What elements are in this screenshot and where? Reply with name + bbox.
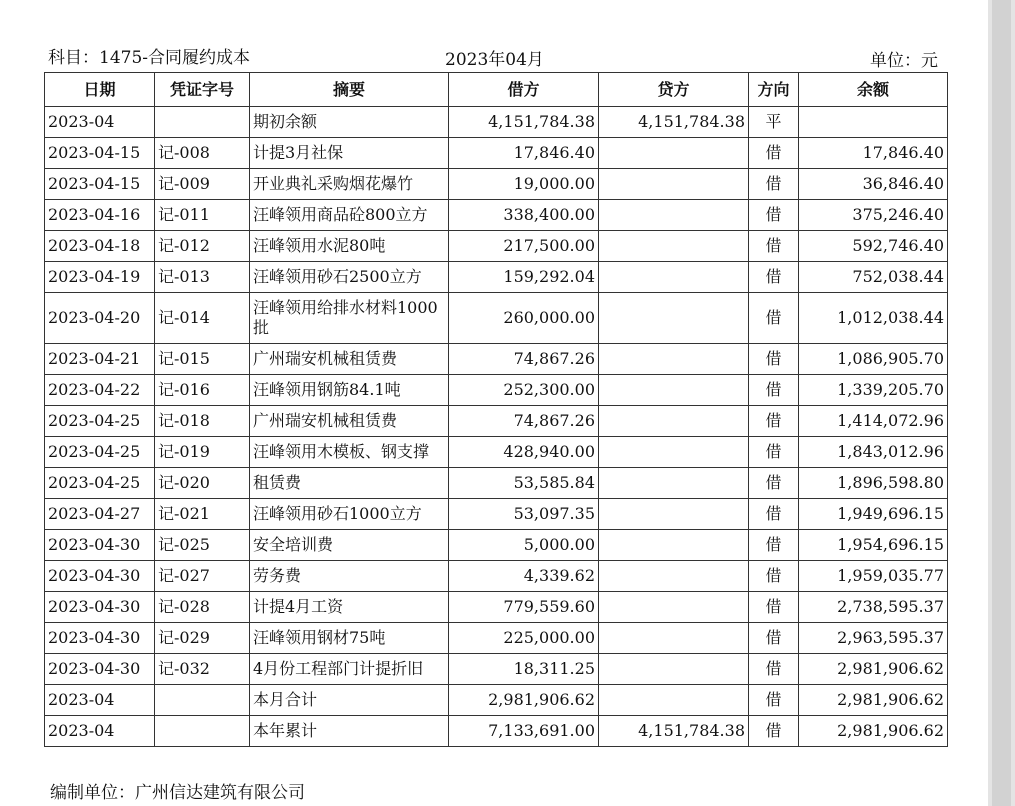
cell-direction: 借	[749, 530, 799, 561]
cell-debit: 4,151,784.38	[449, 107, 599, 138]
cell-voucher: 记-013	[155, 262, 250, 293]
cell-summary: 汪峰领用砂石1000立方	[250, 499, 449, 530]
cell-summary: 广州瑞安机械租赁费	[250, 406, 449, 437]
cell-date: 2023-04-18	[45, 231, 155, 262]
cell-date: 2023-04-21	[45, 344, 155, 375]
table-row	[45, 685, 948, 716]
cell-credit	[599, 654, 749, 685]
cell-credit	[599, 375, 749, 406]
cell-summary: 汪峰领用木模板、钢支撑	[250, 437, 449, 468]
cell-summary: 汪峰领用钢材75吨	[250, 623, 449, 654]
cell-voucher: 记-014	[155, 293, 250, 344]
cell-balance: 592,746.40	[799, 231, 948, 262]
unit-label: 单位：元	[870, 51, 938, 71]
cell-balance: 1,896,598.80	[799, 468, 948, 499]
table-row	[45, 468, 948, 499]
cell-debit: 159,292.04	[449, 262, 599, 293]
table-row	[45, 169, 948, 200]
cell-balance: 1,012,038.44	[799, 293, 948, 344]
cell-voucher: 记-020	[155, 468, 250, 499]
column-header-debit: 借方	[449, 73, 599, 107]
cell-balance: 752,038.44	[799, 262, 948, 293]
table-row	[45, 592, 948, 623]
column-header-date: 日期	[45, 73, 155, 107]
cell-voucher: 记-029	[155, 623, 250, 654]
cell-credit	[599, 530, 749, 561]
cell-direction: 借	[749, 716, 799, 747]
cell-credit	[599, 592, 749, 623]
scrollbar-thumb[interactable]	[992, 0, 1011, 806]
cell-date: 2023-04-27	[45, 499, 155, 530]
cell-balance: 1,949,696.15	[799, 499, 948, 530]
ledger-header-row	[45, 73, 948, 107]
column-header-balance: 余额	[799, 73, 948, 107]
cell-summary: 汪峰领用钢筋84.1吨	[250, 375, 449, 406]
cell-debit: 779,559.60	[449, 592, 599, 623]
cell-date: 2023-04-25	[45, 406, 155, 437]
vertical-scrollbar[interactable]	[988, 0, 1015, 806]
cell-debit: 5,000.00	[449, 530, 599, 561]
table-row	[45, 561, 948, 592]
cell-balance: 2,738,595.37	[799, 592, 948, 623]
table-row	[45, 344, 948, 375]
cell-summary: 本年累计	[250, 716, 449, 747]
cell-debit: 19,000.00	[449, 169, 599, 200]
cell-balance: 1,959,035.77	[799, 561, 948, 592]
cell-balance: 1,954,696.15	[799, 530, 948, 561]
cell-direction: 借	[749, 231, 799, 262]
table-row	[45, 406, 948, 437]
cell-credit	[599, 200, 749, 231]
cell-credit: 4,151,784.38	[599, 716, 749, 747]
ledger-header	[48, 40, 938, 71]
cell-summary: 劳务费	[250, 561, 449, 592]
cell-date: 2023-04-30	[45, 592, 155, 623]
cell-balance: 375,246.40	[799, 200, 948, 231]
table-row	[45, 262, 948, 293]
ledger-table	[44, 72, 948, 747]
cell-direction: 借	[749, 262, 799, 293]
cell-summary: 计提3月社保	[250, 138, 449, 169]
cell-voucher: 记-009	[155, 169, 250, 200]
cell-summary: 期初余额	[250, 107, 449, 138]
cell-voucher: 记-028	[155, 592, 250, 623]
cell-summary: 本月合计	[250, 685, 449, 716]
cell-direction: 借	[749, 344, 799, 375]
cell-summary: 4月份工程部门计提折旧	[250, 654, 449, 685]
cell-summary: 开业典礼采购烟花爆竹	[250, 169, 449, 200]
cell-date: 2023-04-30	[45, 530, 155, 561]
cell-direction: 借	[749, 406, 799, 437]
cell-date: 2023-04-30	[45, 561, 155, 592]
cell-debit: 217,500.00	[449, 231, 599, 262]
cell-summary: 汪峰领用商品砼800立方	[250, 200, 449, 231]
cell-direction: 借	[749, 200, 799, 231]
cell-summary: 汪峰领用给排水材料1000批	[250, 293, 449, 344]
cell-voucher: 记-012	[155, 231, 250, 262]
cell-date: 2023-04-15	[45, 169, 155, 200]
cell-debit: 4,339.62	[449, 561, 599, 592]
table-row	[45, 623, 948, 654]
cell-credit	[599, 406, 749, 437]
cell-credit	[599, 262, 749, 293]
cell-credit	[599, 231, 749, 262]
cell-date: 2023-04-16	[45, 200, 155, 231]
cell-balance: 2,981,906.62	[799, 654, 948, 685]
cell-debit: 53,097.35	[449, 499, 599, 530]
cell-direction: 借	[749, 499, 799, 530]
cell-debit: 225,000.00	[449, 623, 599, 654]
subject-label: 科目：1475-合同履约成本	[48, 48, 251, 68]
table-row	[45, 654, 948, 685]
table-row	[45, 437, 948, 468]
cell-direction: 借	[749, 623, 799, 654]
cell-date: 2023-04-25	[45, 437, 155, 468]
table-row	[45, 530, 948, 561]
cell-debit: 7,133,691.00	[449, 716, 599, 747]
cell-balance: 2,981,906.62	[799, 716, 948, 747]
cell-voucher	[155, 107, 250, 138]
cell-voucher: 记-027	[155, 561, 250, 592]
cell-direction: 借	[749, 685, 799, 716]
cell-balance	[799, 107, 948, 138]
cell-direction: 借	[749, 375, 799, 406]
cell-credit	[599, 685, 749, 716]
column-header-credit: 贷方	[599, 73, 749, 107]
cell-summary: 安全培训费	[250, 530, 449, 561]
cell-voucher: 记-018	[155, 406, 250, 437]
cell-debit: 428,940.00	[449, 437, 599, 468]
column-header-voucher: 凭证字号	[155, 73, 250, 107]
compiler-label: 编制单位：广州信达建筑有限公司	[50, 783, 305, 803]
cell-date: 2023-04-30	[45, 623, 155, 654]
cell-direction: 借	[749, 293, 799, 344]
cell-direction: 借	[749, 561, 799, 592]
cell-credit	[599, 561, 749, 592]
cell-voucher: 记-008	[155, 138, 250, 169]
cell-date: 2023-04-19	[45, 262, 155, 293]
cell-voucher: 记-025	[155, 530, 250, 561]
table-row	[45, 138, 948, 169]
cell-credit	[599, 344, 749, 375]
cell-date: 2023-04-20	[45, 293, 155, 344]
cell-debit: 2,981,906.62	[449, 685, 599, 716]
cell-voucher: 记-015	[155, 344, 250, 375]
cell-debit: 53,585.84	[449, 468, 599, 499]
cell-date: 2023-04	[45, 685, 155, 716]
ledger-body	[45, 107, 948, 747]
cell-debit: 74,867.26	[449, 406, 599, 437]
cell-balance: 1,843,012.96	[799, 437, 948, 468]
cell-date: 2023-04-22	[45, 375, 155, 406]
cell-direction: 借	[749, 654, 799, 685]
cell-credit	[599, 169, 749, 200]
cell-date: 2023-04	[45, 107, 155, 138]
cell-debit: 17,846.40	[449, 138, 599, 169]
table-row	[45, 375, 948, 406]
cell-date: 2023-04-25	[45, 468, 155, 499]
cell-credit	[599, 468, 749, 499]
cell-voucher: 记-011	[155, 200, 250, 231]
cell-direction: 借	[749, 468, 799, 499]
column-header-direction: 方向	[749, 73, 799, 107]
period-label: 2023年04月	[445, 50, 544, 70]
cell-summary: 汪峰领用砂石2500立方	[250, 262, 449, 293]
cell-date: 2023-04	[45, 716, 155, 747]
cell-balance: 2,963,595.37	[799, 623, 948, 654]
cell-direction: 借	[749, 169, 799, 200]
cell-date: 2023-04-15	[45, 138, 155, 169]
cell-voucher: 记-021	[155, 499, 250, 530]
cell-debit: 74,867.26	[449, 344, 599, 375]
cell-credit	[599, 623, 749, 654]
cell-voucher	[155, 685, 250, 716]
column-header-summary: 摘要	[250, 73, 449, 107]
table-row	[45, 231, 948, 262]
cell-debit: 260,000.00	[449, 293, 599, 344]
cell-direction: 借	[749, 138, 799, 169]
cell-debit: 338,400.00	[449, 200, 599, 231]
cell-summary: 计提4月工资	[250, 592, 449, 623]
cell-voucher: 记-032	[155, 654, 250, 685]
cell-credit: 4,151,784.38	[599, 107, 749, 138]
cell-debit: 18,311.25	[449, 654, 599, 685]
cell-summary: 租赁费	[250, 468, 449, 499]
cell-direction: 借	[749, 592, 799, 623]
cell-voucher: 记-019	[155, 437, 250, 468]
cell-direction: 平	[749, 107, 799, 138]
cell-balance: 1,086,905.70	[799, 344, 948, 375]
table-row	[45, 293, 948, 344]
cell-debit: 252,300.00	[449, 375, 599, 406]
cell-credit	[599, 138, 749, 169]
cell-credit	[599, 437, 749, 468]
cell-credit	[599, 293, 749, 344]
cell-balance: 1,339,205.70	[799, 375, 948, 406]
cell-summary: 广州瑞安机械租赁费	[250, 344, 449, 375]
cell-balance: 2,981,906.62	[799, 685, 948, 716]
cell-direction: 借	[749, 437, 799, 468]
cell-balance: 17,846.40	[799, 138, 948, 169]
cell-balance: 36,846.40	[799, 169, 948, 200]
cell-summary: 汪峰领用水泥80吨	[250, 231, 449, 262]
cell-balance: 1,414,072.96	[799, 406, 948, 437]
table-row	[45, 499, 948, 530]
cell-voucher	[155, 716, 250, 747]
cell-date: 2023-04-30	[45, 654, 155, 685]
table-row	[45, 200, 948, 231]
table-row	[45, 716, 948, 747]
cell-credit	[599, 499, 749, 530]
cell-voucher: 记-016	[155, 375, 250, 406]
table-row	[45, 107, 948, 138]
